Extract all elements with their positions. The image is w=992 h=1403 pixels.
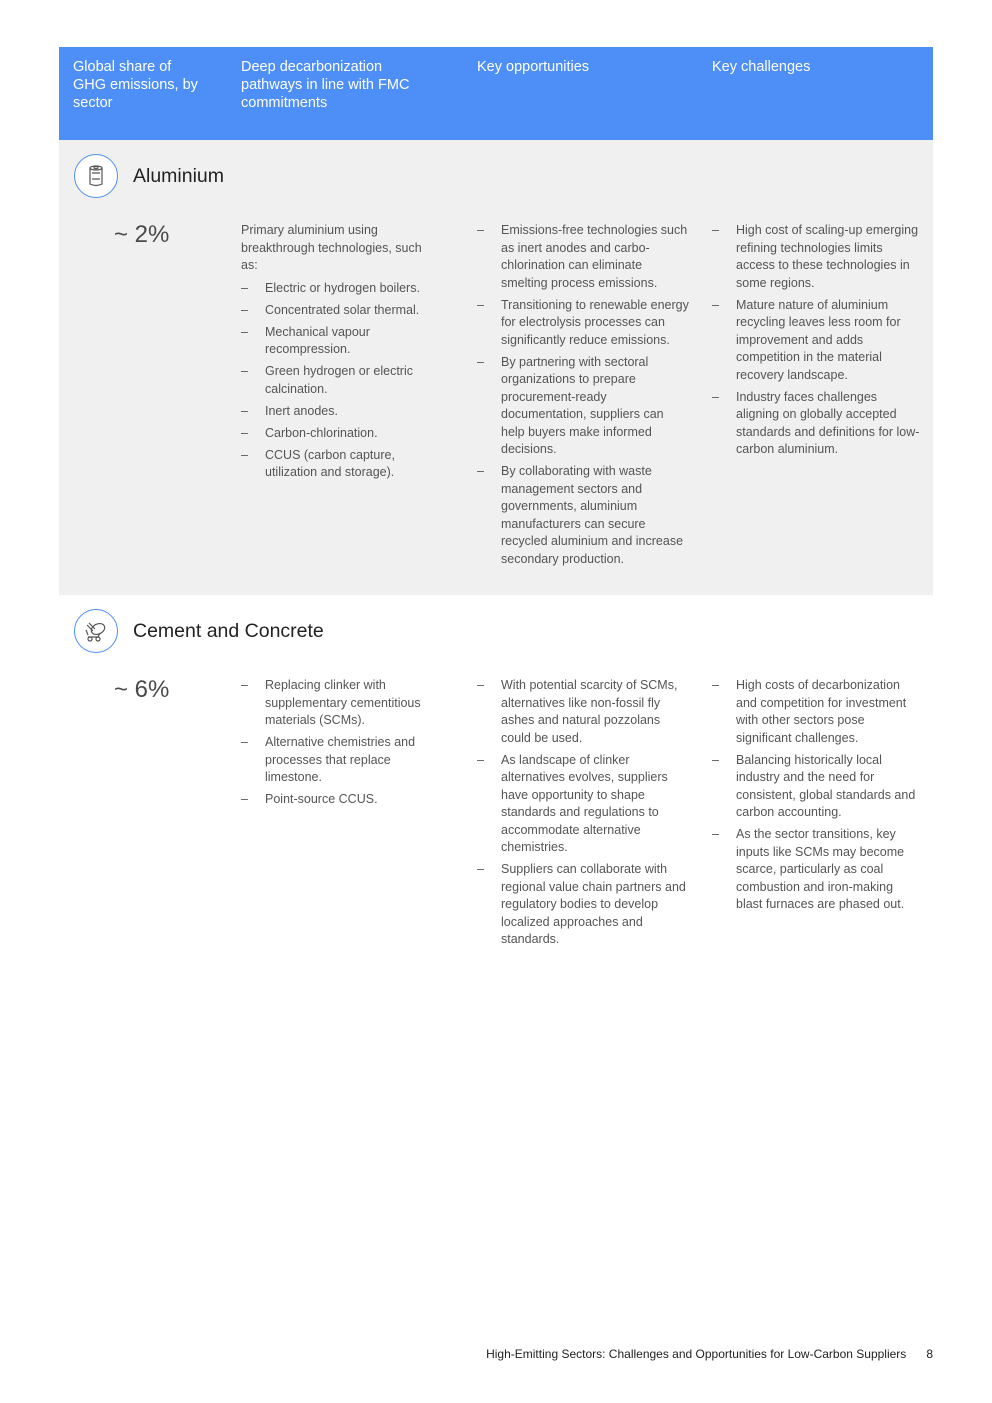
list-item: – By partnering with sectoral organizations to prepare procurement-ready documentation, suppliers can help buyers make informed decisions.: [477, 354, 664, 456]
list-item: – Inert anodes.: [241, 403, 338, 418]
opportunities-column: [477, 222, 689, 573]
list-item: – With potential scarcity of SCMs, alternatives like non-fossil fly ashes and natural pozzolans could be used.: [477, 678, 678, 745]
list-item: – Point-source CCUS.: [241, 792, 378, 806]
list-item: – Concentrated solar thermal.: [241, 302, 420, 317]
challenges-list: [712, 677, 920, 914]
table-header: [59, 47, 933, 140]
section-aluminium: [59, 140, 933, 595]
list-item: – Green hydrogen or electric calcination.: [241, 364, 413, 396]
pathways-list: [241, 677, 441, 809]
challenges-column: [712, 677, 920, 918]
header-challenges: Key challenges: [712, 59, 811, 75]
list-item: – CCUS (carbon capture, utilization and storage).: [241, 447, 395, 479]
section-title: Cement and Concrete: [133, 620, 324, 642]
list-item: – Replacing clinker with supplementary cementitious materials (SCMs).: [241, 678, 421, 727]
list-item: – Suppliers can collaborate with regional value chain partners and regulatory bodies to develop localized approaches and standards.: [477, 862, 686, 946]
global-share-value: ~ 2%: [114, 221, 170, 248]
pathways-list: [241, 280, 441, 482]
section-cement: [59, 595, 933, 975]
header-pathways: Deep decarbonization pathways in line with FMC commitments: [241, 59, 410, 111]
list-item: – Alternative chemistries and processes that replace limestone.: [241, 735, 416, 784]
page-footer: [0, 1347, 933, 1361]
challenges-list: [712, 222, 920, 459]
list-item: – Electric or hydrogen boilers.: [241, 280, 420, 295]
list-item: – Carbon-chlorination.: [241, 425, 378, 440]
cement-mixer-icon: [74, 609, 118, 653]
opportunities-list: [477, 222, 689, 568]
list-item: – Mechanical vapour recompression.: [241, 324, 370, 356]
footer-title: High-Emitting Sectors: Challenges and Opportunities for Low-Carbon Suppliers: [486, 1347, 907, 1361]
list-item: – Mature nature of aluminium recycling leaves less room for improvement and adds competition in the material recovery landscape.: [712, 297, 901, 382]
pathways-intro: Primary aluminium using breakthrough technologies, such as:: [241, 223, 422, 272]
header-share: Global share of GHG emissions, by sector: [73, 59, 198, 111]
list-item: – By collaborating with waste management sectors and governments, aluminium manufacturers can secure recycled aluminium and increase secondary production.: [477, 464, 684, 566]
list-item: – As the sector transitions, key inputs like SCMs may become scarce, particularly as coal combustion and iron-making blast furnaces are phased out.: [712, 827, 905, 911]
opportunities-list: [477, 677, 689, 949]
list-item: – Industry faces challenges aligning on globally accepted standards and definitions for low-carbon aluminium.: [712, 389, 920, 456]
global-share-value: ~ 6%: [114, 676, 170, 703]
list-item: – Transitioning to renewable energy for electrolysis processes can significantly reduce emissions.: [477, 297, 689, 347]
section-title: Aluminium: [133, 165, 225, 187]
header-opportunities: Key opportunities: [477, 59, 590, 75]
list-item: – High cost of scaling-up emerging refining technologies limits access to these technologies in some regions.: [712, 223, 919, 290]
list-item: – High costs of decarbonization and competition for investment with other sectors pose significant challenges.: [712, 678, 907, 745]
aluminium-can-icon: [74, 154, 118, 198]
pathways-column: [241, 222, 441, 486]
list-item: – Emissions-free technologies such as inert anodes and carbo-chlorination can eliminate smelting process emissions.: [477, 223, 688, 290]
page-number: 8: [926, 1347, 933, 1361]
list-item: – As landscape of clinker alternatives evolves, suppliers have opportunity to shape standards and regulations to accommodate alternative chemistries.: [477, 752, 668, 854]
pathways-column: [241, 677, 441, 813]
opportunities-column: [477, 677, 689, 953]
challenges-column: [712, 222, 920, 463]
list-item: – Balancing historically local industry and the need for consistent, global standards and carbon accounting.: [712, 752, 916, 819]
